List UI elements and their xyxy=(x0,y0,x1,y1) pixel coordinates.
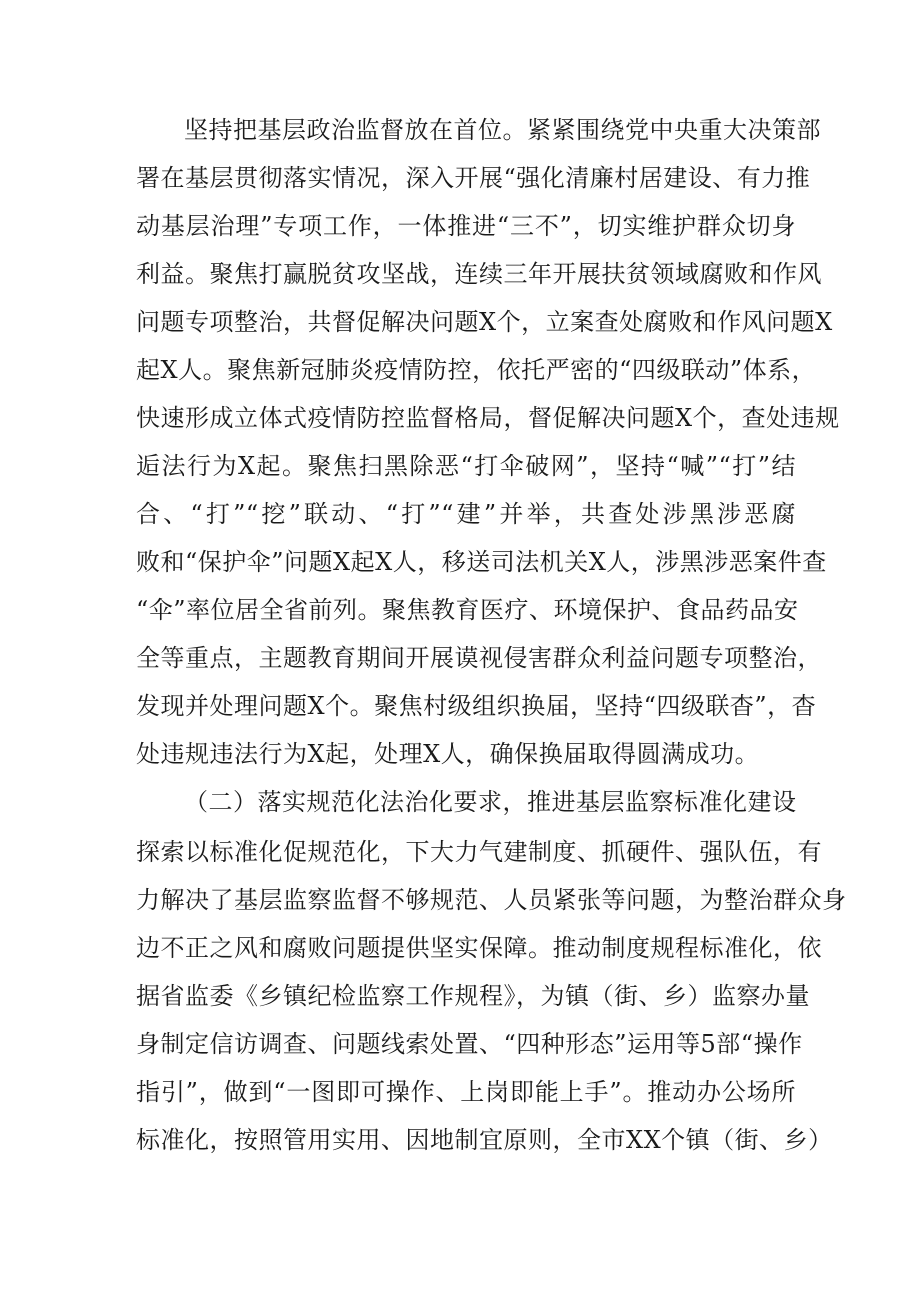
text-line: “伞”率位居全省前列。聚焦教育医疗、环境保护、食品药品安 xyxy=(136,596,799,624)
text-line: 署在基层贯彻落实情况，深入开展“强化清廉村居建设、有力推 xyxy=(136,164,811,192)
text-line: 败和“保护伞”问题X起X人，移送司法机关X人，涉黑涉恶案件查 xyxy=(136,548,827,576)
text-line: 问题专项整治，共督促解决问题X个，立案查处腐败和作风问题X xyxy=(136,308,833,336)
text-line: 动基层治理”专项工作，一体推进“三不”，切实维护群众切身 xyxy=(136,212,796,240)
text-line: 探索以标准化促规范化，下大力气建制度、抓硬件、强队伍，有 xyxy=(136,838,822,866)
text-line: 利益。聚焦打赢脱贫攻坚战，连续三年开展扶贫领域腐败和作风 xyxy=(136,260,822,288)
text-line: 标准化，按照管用实用、因地制宜原则，全市XX个镇（街、乡） xyxy=(136,1126,833,1154)
text-line: 指引”，做到“一图即可操作、上岗即能上手”。推动办公场所 xyxy=(136,1078,796,1106)
text-line: 发现并处理问题X个。聚焦村级组织换届，坚持“四级联杳”，杳 xyxy=(136,692,817,720)
text-line: 据省监委《乡镇纪检监察工作规程》，为镇（街、乡）监察办量 xyxy=(136,982,810,1010)
text-line: 全等重点，主题教育期间开展谟视侵害群众利益问题专项整治， xyxy=(136,644,822,672)
text-line: 处违规违法行为X起，处理X人，确保换届取得圆满成功。 xyxy=(136,740,760,768)
text-line: 快速形成立体式疫情防控监督格局，督促解决问题X个，查处违规 xyxy=(136,404,840,432)
text-line: 起X人。聚焦新冠肺炎疫情防控，依托严密的“四级联动”体系， xyxy=(136,356,817,384)
text-line: 边不正之风和腐败问题提供坚实保障。推动制度规程标准化，依 xyxy=(136,934,822,962)
text-line: 身制定信访调查、问题线索处置、“四种形态”运用等5部“操作 xyxy=(136,1030,803,1058)
text-line: 合、“打”“挖”联动、“打”“建”并举，共查处涉黑涉恶腐 xyxy=(136,500,796,528)
text-line: 力解决了基层监察监督不够规范、人员紧张等问题，为整治群众身 xyxy=(136,886,847,914)
text-line: 逅法行为X起。聚焦扫黑除恶“打伞破网”，坚持“喊”“打”结 xyxy=(136,452,796,480)
text-line: 坚持把基层政治监督放在首位。紧紧围绕党中央重大决策部 xyxy=(184,116,821,144)
section-heading: （二）落实规范化法治化要求，推进基层监察标准化建设 xyxy=(184,788,797,816)
